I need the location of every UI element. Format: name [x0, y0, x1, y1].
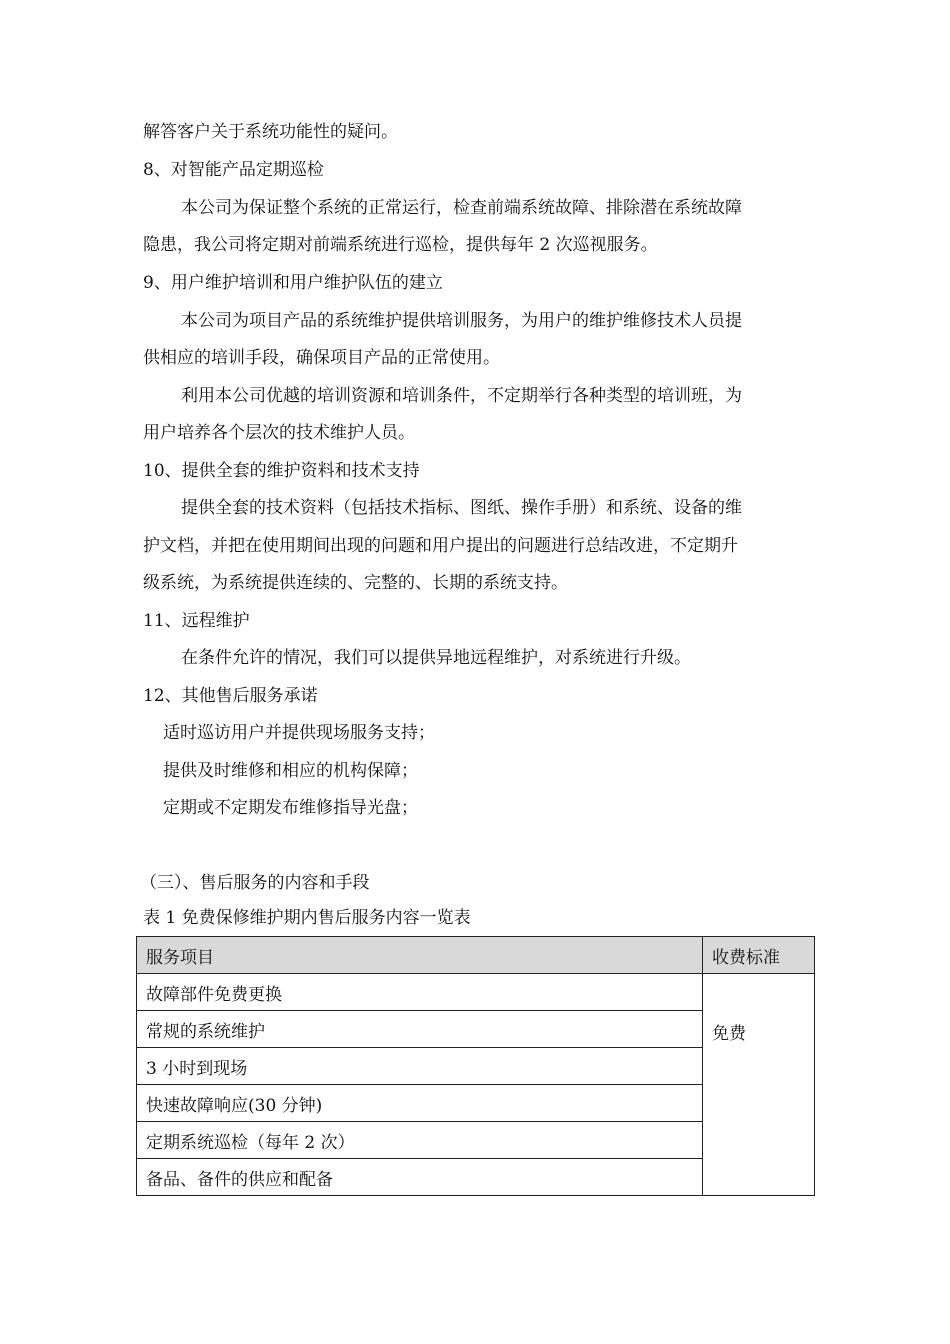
heading-item-12: 12、其他售后服务承诺 — [143, 686, 318, 706]
paragraph-line: 用户培养各个层次的技术维护人员。 — [143, 423, 415, 443]
list-item: 适时巡访用户并提供现场服务支持； — [163, 723, 435, 743]
service-item-cell: 常规的系统维护 — [137, 1011, 703, 1048]
service-item-cell: 3 小时到现场 — [137, 1048, 703, 1085]
service-item-cell: 备品、备件的供应和配备 — [137, 1159, 703, 1196]
service-item-cell: 快速故障响应(30 分钟) — [137, 1085, 703, 1122]
list-item: 定期或不定期发布维修指导光盘； — [163, 798, 418, 818]
heading-item-11: 11、远程维护 — [143, 611, 250, 631]
paragraph-line: 解答客户关于系统功能性的疑问。 — [143, 122, 398, 142]
header-service-item: 服务项目 — [137, 937, 703, 974]
fee-cell: 免费 — [703, 974, 815, 1196]
heading-item-8: 8、对智能产品定期巡检 — [143, 160, 324, 180]
heading-item-9: 9、用户维护培训和用户维护队伍的建立 — [143, 273, 443, 293]
section-heading: （三）、售后服务的内容和手段 — [140, 873, 370, 893]
heading-item-10: 10、提供全套的维护资料和技术支持 — [143, 461, 420, 481]
list-item: 提供及时维修和相应的机构保障； — [163, 761, 418, 781]
paragraph-line: 供相应的培训手段，确保项目产品的正常使用。 — [143, 348, 500, 368]
service-item-cell: 定期系统巡检（每年 2 次） — [137, 1122, 703, 1159]
paragraph-line: 本公司为保证整个系统的正常运行，检查前端系统故障、排除潜在系统故障 — [181, 198, 742, 218]
service-item-cell: 故障部件免费更换 — [137, 974, 703, 1011]
table-row — [137, 974, 815, 1011]
paragraph-line: 利用本公司优越的培训资源和培训条件，不定期举行各种类型的培训班，为 — [181, 386, 742, 406]
paragraph-line: 提供全套的技术资料（包括技术指标、图纸、操作手册）和系统、设备的维 — [181, 498, 742, 518]
paragraph-line: 级系统，为系统提供连续的、完整的、长期的系统支持。 — [143, 573, 568, 593]
table-header-row — [137, 937, 815, 974]
paragraph-line: 护文档，并把在使用期间出现的问题和用户提出的问题进行总结改进，不定期升 — [143, 536, 738, 556]
table-caption: 表 1 免费保修维护期内售后服务内容一览表 — [143, 908, 471, 928]
service-table — [136, 936, 815, 1196]
paragraph-line: 本公司为项目产品的系统维护提供培训服务，为用户的维护维修技术人员提 — [181, 311, 742, 331]
header-fee-standard: 收费标准 — [703, 937, 815, 974]
paragraph-line: 在条件允许的情况，我们可以提供异地远程维护，对系统进行升级。 — [181, 648, 691, 668]
paragraph-line: 隐患，我公司将定期对前端系统进行巡检，提供每年 2 次巡视服务。 — [143, 235, 658, 255]
